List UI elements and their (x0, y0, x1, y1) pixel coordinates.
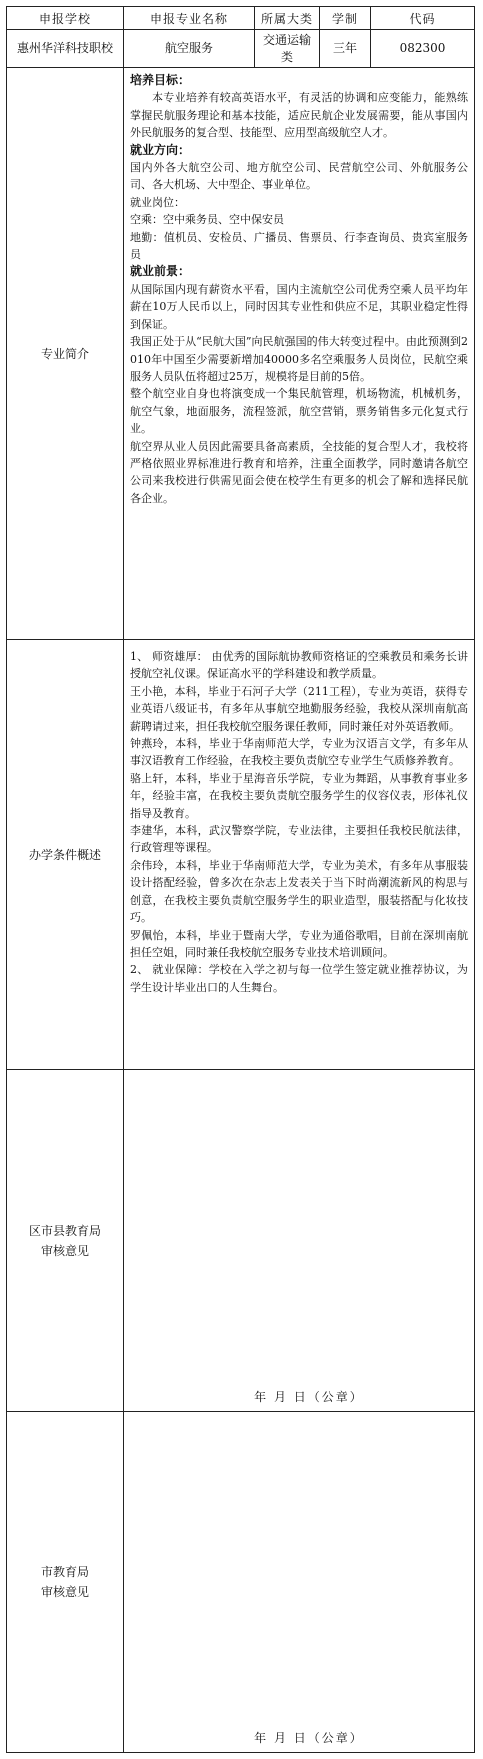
intro-content (124, 68, 475, 640)
info-row (7, 30, 475, 68)
conditions-item-2: 2、 就业保障：学校在入学之初与每一位学生签定就业推荐协议，为学生设计毕业出口的人生舞台。 (130, 963, 468, 994)
district-review-content (124, 1070, 475, 1412)
code-value: 082300 (371, 30, 475, 68)
intro-label: 专业简介 (7, 68, 124, 640)
prospect-paragraph-2: 我国正处于从“民航大国”向民航强国的伟大转变过程中。由此预测到2010年中国至少需要新增加40000多名空乘服务人员岗位，民航空乘服务人员队伍将超过25万，规模将是目前的5倍。 (130, 335, 468, 383)
city-review-content (124, 1412, 475, 1753)
header-row (7, 7, 475, 30)
career-title: 就业方向： (130, 142, 191, 157)
teacher-2: 钟燕玲，本科，毕业于华南师范大学，专业为汉语言文学，有多年从事汉语教育工作经验，在我校主要负责航空专业学生气质修养教育。 (130, 737, 468, 768)
district-review-label (7, 1070, 124, 1412)
teacher-5: 余伟玲，本科，毕业于华南师范大学，专业为美术，有多年从事服装设计搭配经验，曾多次在杂志上发表关于当下时尚潮流新风的构思与创意，在我校主要负责航空服务学生的职业造型，服装搭配与化妆技巧。 (130, 858, 468, 925)
prospect-paragraph-1: 从国际国内现有薪资水平看，国内主流航空公司优秀空乘人员平均年薪在10万人民币以上，同时因其专业性和供应不足，其职业稳定性得到保证。 (130, 282, 468, 331)
teacher-6: 罗佩怡，本科，毕业于暨南大学，专业为通俗歌唱，目前在深圳南航担任空姐，同时兼任我校航空服务专业技术培训顾问。 (130, 928, 468, 959)
teacher-1: 王小艳，本科，毕业于石河子大学（211工程），专业为英语，获得专业英语八级证书，有多年从事航空地勤服务经验，我校从深圳南航高薪聘请过来，担任我校航空服务课任教师，同时兼任对外英语教师。 (130, 684, 468, 733)
header-school: 申报学校 (7, 7, 124, 30)
city-review-row (7, 1412, 475, 1753)
duration-value: 三年 (320, 30, 371, 68)
district-review-row (7, 1070, 475, 1412)
posts-title: 就业岗位： (130, 195, 185, 209)
posts-ground: 地勤：值机员、安检员、广播员、售票员、行李查询员、贵宾室服务员 (130, 230, 468, 262)
intro-row (7, 68, 475, 640)
prospect-title: 就业前景： (130, 264, 191, 279)
prospect-paragraph-3: 整个航空业自身也将演变成一个集民航管理，机场物流，机械机务，航空气象，地面服务，流程签派，航空营销，票务销售多元化复式行业。 (130, 387, 468, 436)
posts-air: 空乘：空中乘务员、空中保安员 (130, 213, 284, 227)
header-category: 所属大类 (255, 7, 320, 30)
header-duration: 学制 (320, 7, 371, 30)
category-value (255, 30, 320, 68)
city-review-label (7, 1412, 124, 1753)
goal-text: 本专业培养有较高英语水平，有灵活的协调和应变能力，能熟练掌握民航服务理论和基本技能，适应民航企业发展需要，能从事国内外民航服务的复合型、技能型、应用型高级航空人才。 (130, 91, 468, 140)
district-label-line-2: 审核意见 (40, 1243, 89, 1258)
district-date-seal: 年 月 日（公章） (254, 1390, 364, 1404)
teacher-3: 骆上轩，本科，毕业于星海音乐学院，专业为舞蹈，从事教育事业多年，经验丰富，在我校主要负责航空服务学生的仪容仪表，形体礼仪指导及教育。 (130, 771, 468, 820)
teacher-4: 李建华，本科，武汉警察学院，专业法律，主要担任我校民航法律，行政管理等课程。 (130, 824, 468, 855)
city-label-line-2: 审核意见 (40, 1585, 89, 1599)
school-value: 惠州华洋科技职校 (7, 30, 124, 68)
city-date-seal: 年 月 日（公章） (254, 1731, 364, 1745)
conditions-content (124, 640, 475, 1070)
city-label-line-1: 市教育局 (40, 1565, 89, 1579)
application-form-table (6, 6, 475, 1753)
category-line-1: 交通运输 (262, 32, 311, 47)
conditions-row (7, 640, 475, 1070)
major-name-value: 航空服务 (124, 30, 255, 68)
header-code: 代码 (371, 7, 475, 30)
category-line-2: 类 (280, 49, 293, 64)
prospect-paragraph-4: 航空界从业人员因此需要具备高素质，全技能的复合型人才，我校将严格依照业界标准进行教育和培养，注重全面教学，同时邀请各航空公司来我校进行供需见面会使在校学生有更多的机会了解和选择民航各企业。 (130, 439, 468, 505)
career-text: 国内外各大航空公司、地方航空公司、民营航空公司、外航服务公司、各大机场、大中型企、事业单位。 (130, 161, 468, 192)
conditions-item-1: 1、 师资雄厚： 由优秀的国际航协教师资格证的空乘教员和乘务长讲授航空礼仪课。保证高水平的学科建设和教学质量。 (130, 650, 468, 681)
header-major-name: 申报专业名称 (124, 7, 255, 30)
district-label-line-1: 区市县教育局 (28, 1223, 101, 1238)
goal-title: 培养目标： (130, 73, 191, 87)
conditions-label: 办学条件概述 (7, 640, 124, 1070)
